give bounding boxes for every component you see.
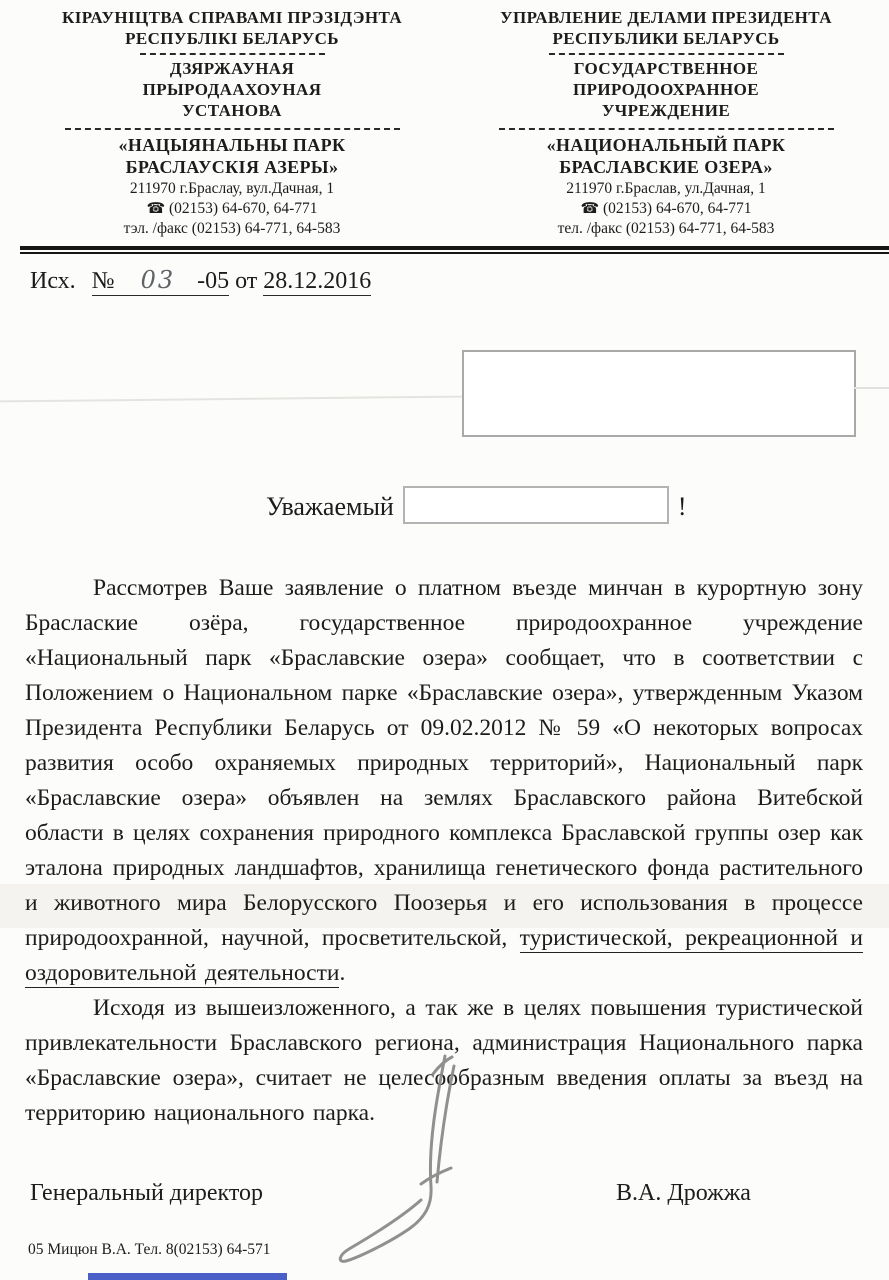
salutation-word: Уважаемый (266, 492, 394, 521)
org-name-line2: РЕСПУБЛІКІ БЕЛАРУСЬ (125, 28, 339, 48)
ref-of-word: от (235, 268, 258, 294)
org-name-line2: РЕСПУБЛИКИ БЕЛАРУСЬ (552, 28, 780, 48)
park-name-line2: БРАСЛАУСКІЯ АЗЕРЫ» (125, 156, 339, 177)
scan-artifact-blue-bar (88, 1273, 287, 1280)
underlined-phrase: туристической, рекреационной и оздоровительной деятельности (25, 925, 863, 986)
paragraph-1-text: Рассмотрев Ваше заявление о платном въезде минчан в курортную зону Браслаские озёра, государственное природоохранное учреждение «Национальный парк «Браславские озера» сообщает, что в соответствии с Положением о Национальном парке «Браславские озера», утвержденным Указом Президента Республики Беларусь от 09.02.2012 № 59 «О некоторых вопросах развития особо охраняемых природных территорий», Национальный парк «Браславские озера» объявлен на землях Браславского района Витебской области в целях сохранения природного комплекса Браславской группы озер как эталона природных ландшафтов, хранилища генетического фонда растительного и животного мира Белорусского Поозерья и его использования в процессе природоохранной, научной, просветительской, (25, 575, 863, 951)
ref-number-suffix: -05 (197, 268, 230, 294)
institution-line: ПРИРОДООХРАННОЕ (572, 80, 760, 100)
handwritten-signature (325, 1052, 495, 1270)
executor-note: 05 Мицюн В.А. Тел. 8(02153) 64-571 (28, 1241, 271, 1258)
dashed-divider (65, 128, 400, 130)
ref-label: Исх. (30, 268, 76, 294)
institution-line: ГОСУДАРСТВЕННОЕ (573, 59, 759, 79)
letterhead-left (18, 8, 446, 239)
ref-date: 28.12.2016 (263, 268, 372, 294)
letter-body (25, 571, 863, 1131)
letterhead-right (452, 8, 880, 239)
redacted-recipient-box (462, 350, 856, 437)
phone-numbers: (02153) 64-670, 64-771 (169, 199, 318, 217)
phone-numbers: (02153) 64-670, 64-771 (603, 199, 752, 217)
paragraph-2: Исходя из вышеизложенного, а так же в целях повышения туристической привлекательности Браславского региона, администрация Национального парка «Браславские озера», считает не целесообразным введения оплаты за въезд на территорию национального парка. (25, 995, 863, 1126)
dashed-divider (499, 128, 834, 130)
scan-crease-right (854, 387, 889, 389)
institution-line: УЧРЕЖДЕНИЕ (601, 100, 731, 120)
dashed-divider (140, 53, 325, 55)
institution-line: ПРЫРОДААХОУНАЯ (142, 80, 322, 100)
letterhead-rule (20, 246, 889, 254)
institution-line: УСТАНОВА (182, 100, 282, 120)
phone-line (452, 199, 880, 220)
handwritten-number: 03 (140, 266, 176, 294)
signer-name: В.А. Дрожжа (616, 1180, 751, 1206)
scan-crease-left (0, 396, 462, 403)
number-sign: № (91, 268, 115, 294)
address-line: 211970 г.Браслав, ул.Дачная, 1 (566, 179, 766, 197)
institution-line: ДЗЯРЖАУНАЯ (169, 59, 295, 79)
outgoing-reference-line (30, 266, 371, 295)
paragraph-1-period: . (339, 960, 346, 986)
phone-line (18, 199, 446, 220)
fax-line: тел. /факс (02153) 64-771, 64-583 (557, 220, 775, 238)
park-name-line1: «НАЦЫЯНАЛЬНЫ ПАРК (118, 134, 346, 155)
signer-title: Генеральный директор (30, 1180, 264, 1206)
salutation-line (266, 486, 687, 524)
fax-line: тэл. /факс (02153) 64-771, 64-583 (123, 220, 341, 238)
park-name-line2: БРАСЛАВСКИЕ ОЗЕРА» (559, 156, 773, 177)
paragraph-1 (25, 571, 863, 991)
redacted-name-box (403, 486, 669, 524)
phone-icon: ☎ (580, 200, 600, 217)
org-name-line1: УПРАВЛЕНИЕ ДЕЛАМИ ПРЕЗИДЕНТА (500, 8, 832, 27)
address-line: 211970 г.Браслау, вул.Дачная, 1 (129, 179, 335, 197)
dashed-divider (549, 53, 784, 55)
org-name-line1: КІРАУНІЦТВА СПРАВАМІ ПРЭЗІДЭНТА (61, 8, 403, 27)
phone-icon: ☎ (146, 200, 166, 217)
exclamation-mark: ! (677, 492, 687, 521)
park-name-line1: «НАЦИОНАЛЬНЫЙ ПАРК (546, 134, 786, 155)
